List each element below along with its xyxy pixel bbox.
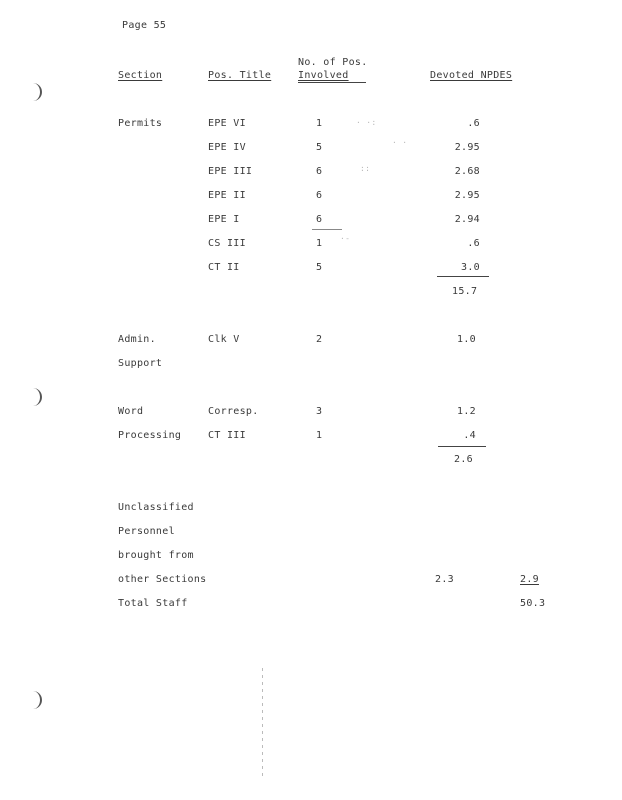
permits-devoted-3: 2.68 bbox=[454, 166, 480, 177]
permits-title-5: EPE I bbox=[208, 214, 240, 225]
section-admin-line2: Support bbox=[118, 358, 163, 369]
unclassified-line3: brought from bbox=[118, 550, 194, 561]
word-count-2: 1 bbox=[316, 430, 323, 441]
admin-title: Clk V bbox=[208, 334, 240, 345]
word-devoted-2: .4 bbox=[463, 430, 476, 441]
word-subtotal: 2.6 bbox=[454, 454, 473, 465]
scan-speck: · ·: bbox=[356, 118, 377, 127]
header-no-pos-rule bbox=[298, 82, 366, 83]
section-permits: Permits bbox=[118, 118, 163, 129]
permits-count-5: 6 bbox=[316, 214, 323, 225]
count-tick-rule bbox=[312, 229, 342, 230]
word-devoted-1: 1.2 bbox=[457, 406, 476, 417]
punch-hole-bottom bbox=[32, 691, 40, 709]
permits-count-2: 5 bbox=[316, 142, 323, 153]
page-label: Page 55 bbox=[122, 20, 167, 31]
section-word-line1: Word bbox=[118, 406, 144, 417]
permits-devoted-1: .6 bbox=[467, 118, 480, 129]
unclassified-line1: Unclassified bbox=[118, 502, 194, 513]
unclassified-carried: 2.9 bbox=[520, 574, 539, 585]
permits-subtotal-rule bbox=[437, 276, 489, 277]
header-no-pos-line1: No. of Pos. bbox=[298, 57, 368, 68]
permits-count-7: 5 bbox=[316, 262, 323, 273]
permits-count-1: 1 bbox=[316, 118, 323, 129]
permits-devoted-4: 2.95 bbox=[454, 190, 480, 201]
header-pos-title: Pos. Title bbox=[208, 70, 272, 81]
permits-devoted-5: 2.94 bbox=[454, 214, 480, 225]
unclassified-devoted: 2.3 bbox=[435, 574, 454, 585]
section-word-line2: Processing bbox=[118, 430, 182, 441]
word-subtotal-rule bbox=[438, 446, 486, 447]
section-admin-line1: Admin. bbox=[118, 334, 156, 345]
header-no-pos-line2: Involved bbox=[298, 70, 349, 81]
total-label: Total Staff bbox=[118, 598, 188, 609]
permits-title-1: EPE VI bbox=[208, 118, 246, 129]
permits-subtotal: 15.7 bbox=[452, 286, 478, 297]
permits-count-4: 6 bbox=[316, 190, 323, 201]
permits-count-3: 6 bbox=[316, 166, 323, 177]
permits-title-2: EPE IV bbox=[208, 142, 246, 153]
permits-count-6: 1 bbox=[316, 238, 323, 249]
fold-crease bbox=[262, 668, 263, 780]
punch-hole-top bbox=[32, 83, 40, 101]
unclassified-line2: Personnel bbox=[118, 526, 175, 537]
word-title-2: CT III bbox=[208, 430, 246, 441]
word-title-1: Corresp. bbox=[208, 406, 259, 417]
punch-hole-middle bbox=[32, 388, 40, 406]
permits-title-6: CS III bbox=[208, 238, 246, 249]
header-section: Section bbox=[118, 70, 163, 81]
scan-speck: · · bbox=[392, 138, 408, 147]
permits-devoted-2: 2.95 bbox=[454, 142, 480, 153]
permits-devoted-7: 3.0 bbox=[461, 262, 480, 273]
scan-speck: :: bbox=[360, 164, 371, 173]
word-count-1: 3 bbox=[316, 406, 323, 417]
scan-speck: ·- bbox=[340, 234, 351, 243]
total-value: 50.3 bbox=[520, 598, 546, 609]
unclassified-line4: other Sections bbox=[118, 574, 207, 585]
admin-count: 2 bbox=[316, 334, 323, 345]
permits-title-4: EPE II bbox=[208, 190, 246, 201]
admin-devoted: 1.0 bbox=[457, 334, 476, 345]
permits-devoted-6: .6 bbox=[467, 238, 480, 249]
permits-title-7: CT II bbox=[208, 262, 240, 273]
header-devoted: Devoted NPDES bbox=[430, 70, 513, 81]
permits-title-3: EPE III bbox=[208, 166, 253, 177]
